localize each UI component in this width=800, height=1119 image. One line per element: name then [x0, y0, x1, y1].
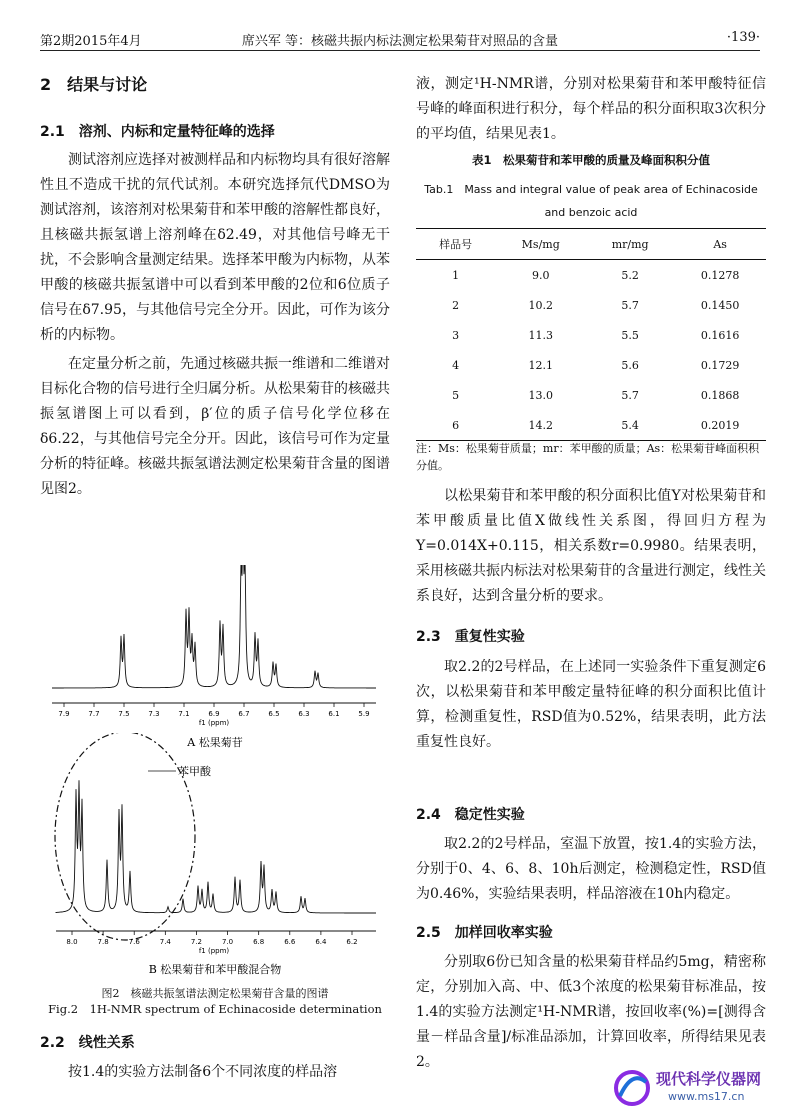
subsection-2-3-title: 2.3 重复性实验 [416, 629, 525, 645]
table-cell: 10.2 [528, 298, 553, 312]
table-title-en: Tab.1 Mass and integral value of peak area of Echinacoside [424, 183, 758, 196]
journal-issue: 第2期2015年4月 [40, 34, 142, 49]
table-title-cn: 表1 松果菊苷和苯甲酸的质量及峰面积积分值 [472, 153, 710, 167]
regression-result-body [416, 484, 766, 609]
x-tick-label: 7.5 [118, 710, 130, 718]
subsection-2-4-body [416, 832, 766, 907]
x-tick-label: 8.0 [66, 938, 78, 946]
subsection-2-4-title: 2.4 稳定性实验 [416, 807, 525, 823]
paragraph: 在定量分析之前，先通过核磁共振一维谱和二维谱对目标化合物的信号进行全归属分析。从松果菊苷的核磁共振氢谱图上可以看到，β′位的质子信号化学位移在δ6.22，与其他信号完全分开。因此，该信号可作为定量分析的特征峰。核磁共振氢谱法测定松果菊苷含量的图谱见图2。 [40, 356, 390, 497]
x-tick-label: 7.6 [128, 938, 140, 946]
x-tick-label: 6.5 [268, 710, 280, 718]
x-axis-ticks [58, 703, 369, 718]
subsection-2-2-title: 2.2 线性关系 [40, 1035, 135, 1051]
x-tick-label: 6.8 [253, 938, 265, 946]
table-cell: 6 [452, 418, 460, 432]
subsection-2-5-body [416, 950, 766, 1075]
column-header: Ms/mg [521, 237, 560, 251]
table-cell: 9.0 [531, 268, 550, 282]
table-cell: 0.1616 [700, 328, 740, 342]
table-row [416, 410, 766, 441]
nmr-spectrum-panel-a [40, 565, 390, 750]
table-cell: 2 [452, 298, 460, 312]
data-table [416, 228, 766, 441]
table-cell: 1 [452, 268, 460, 282]
table-cell: 5.7 [621, 298, 639, 312]
table-row [416, 380, 766, 410]
page-number: ·139· [726, 30, 760, 45]
paragraph: 液，测定¹H-NMR谱，分别对松果菊苷和苯甲酸特征信号峰的峰面积进行积分，每个样品的积分面积取3次积分的平均值，结果见表1。 [416, 76, 766, 142]
watermark-logo [612, 1066, 792, 1110]
paragraph: 测试溶剂应选择对被测样品和内标物均具有很好溶解性且不造成干扰的氘代试剂。本研究选择氘代DMSO为测试溶剂，该溶剂对松果菊苷和苯甲酸的溶解性都良好，且核磁共振氢谱上溶剂峰在δ2.49，对其他信号峰无干扰，不会影响含量测定结果。选择苯甲酸为内标物，从苯甲酸的核磁共振氢谱中可以看到苯甲酸的2位和6位质子信号在δ7.95，与其他信号完全分开。因此，可作为该分析的内标物。 [40, 152, 390, 343]
table-cell: 0.2019 [700, 418, 740, 432]
x-tick-label: 6.1 [328, 710, 340, 718]
table-cell: 5 [452, 388, 460, 402]
x-tick-label: 5.9 [358, 710, 370, 718]
subsection-2-1-body [40, 148, 390, 502]
x-tick-label: 7.3 [148, 710, 160, 718]
x-tick-label: 6.6 [284, 938, 296, 946]
table-cell: 5.6 [621, 358, 639, 372]
logo-icon [612, 1068, 652, 1108]
paragraph: 取2.2的2号样品，在上述同一实验条件下重复测定6次，以松果菊苷和苯甲酸定量特征峰的积分面积比值计算，检测重复性，RSD值为0.52%，结果表明，此方法重复性良好。 [416, 659, 766, 750]
table-cell: 0.1450 [700, 298, 740, 312]
x-tick-label: 6.2 [346, 938, 358, 946]
table-title-en-line2: and benzoic acid [544, 206, 638, 219]
spectrum-trace [52, 565, 376, 688]
table-cell: 5.5 [621, 328, 639, 342]
running-header [40, 28, 760, 51]
x-tick-label: 7.0 [221, 938, 234, 946]
x-tick-label: 6.3 [298, 710, 310, 718]
table-cell: 13.0 [528, 388, 553, 402]
x-tick-label: 7.2 [190, 938, 203, 946]
subsection-2-2-body-cont [416, 72, 766, 147]
spectrum-trace [56, 780, 376, 913]
axis-unit-label: f1 (ppm) [198, 947, 230, 955]
table-cell: 5.4 [621, 418, 639, 432]
figure-caption-cn: 图2 核磁共振氢谱法测定松果菊苷含量的图谱 [101, 987, 329, 1000]
table-header-row [416, 229, 766, 260]
benzoic-acid-highlight-ellipse [55, 733, 195, 940]
table-note: 注：Ms：松果菊苷质量；mr：苯甲酸的质量；As：松果菊苷峰面积积分值。 [416, 442, 760, 472]
column-header: 样品号 [439, 238, 473, 251]
table-cell: 14.2 [528, 418, 553, 432]
paragraph: 按1.4的实验方法制备6个不同浓度的样品溶 [68, 1064, 338, 1080]
nmr-spectrum-panel-b [40, 733, 390, 978]
spectrum-line [56, 780, 376, 913]
table-cell: 11.3 [528, 328, 553, 342]
paragraph: 以松果菊苷和苯甲酸的积分面积比值Y对松果菊苷和苯甲酸质量比值X做线性关系图，得回归方程为Y=0.014X+0.115，相关系数r=0.9980。结果表明，采用核磁共振内标法对松果菊苷的含量进行测定，线性关系良好，达到含量分析的要求。 [416, 488, 766, 604]
subsection-2-1-title: 2.1 溶剂、内标和定量特征峰的选择 [40, 124, 275, 140]
panel-a-caption: A 松果菊苷 [187, 736, 243, 749]
x-tick-label: 6.9 [208, 710, 220, 718]
table-cell: 3 [452, 328, 460, 342]
figure-caption-en: Fig.2 1H-NMR spectrum of Echinacoside determination [48, 1002, 382, 1016]
table-cell: 0.1278 [700, 268, 740, 282]
subsection-2-5-title: 2.5 加样回收率实验 [416, 925, 553, 941]
table-row [416, 320, 766, 350]
table-cell: 0.1868 [700, 388, 740, 402]
subsection-2-3-body [416, 655, 766, 755]
table-cell: 0.1729 [700, 358, 740, 372]
watermark-url: www.ms17.cn [668, 1090, 745, 1103]
x-axis-ticks [66, 931, 357, 946]
spectrum-line [52, 565, 376, 688]
x-tick-label: 7.7 [88, 710, 100, 718]
column-header: mr/mg [611, 237, 649, 251]
subsection-2-2-body-start [40, 1060, 390, 1085]
axis-unit-label: f1 (ppm) [198, 719, 230, 727]
table-cell: 12.1 [528, 358, 553, 372]
x-tick-label: 7.8 [97, 938, 109, 946]
section-title: 2 结果与讨论 [40, 75, 148, 94]
x-tick-label: 7.9 [58, 710, 70, 718]
paragraph: 取2.2的2号样品，室温下放置，按1.4的实验方法，分别于0、4、6、8、10h后测定，检测稳定性，RSD值为0.46%，实验结果表明，样品溶液在10h内稳定。 [416, 836, 766, 902]
watermark-text-cn: 现代科学仪器网 [656, 1070, 762, 1088]
table-cell: 5.2 [621, 268, 639, 282]
benzoic-acid-label: 苯甲酸 [178, 765, 211, 778]
table-cell: 4 [452, 358, 460, 372]
x-tick-label: 6.7 [238, 710, 250, 718]
x-tick-label: 7.4 [159, 938, 171, 946]
panel-b-caption: B 松果菊苷和苯甲酸混合物 [148, 963, 282, 976]
table-row [416, 350, 766, 380]
table-row [416, 290, 766, 320]
column-header: As [713, 237, 727, 251]
paragraph: 分别取6份已知含量的松果菊苷样品约5mg，精密称定，分别加入高、中、低3个浓度的松果菊苷标准品，按1.4的实验方法测定¹H-NMR谱，按回收率(%)=[测得含量－样品含量]/标准品添加，计算回收率，所得结果见表2。 [416, 954, 766, 1070]
article-running-title: 席兴军 等：核磁共振内标法测定松果菊苷对照品的含量 [241, 34, 559, 49]
x-tick-label: 7.1 [178, 710, 190, 718]
table-cell: 5.7 [621, 388, 639, 402]
x-tick-label: 6.4 [315, 938, 327, 946]
table-row [416, 260, 766, 291]
